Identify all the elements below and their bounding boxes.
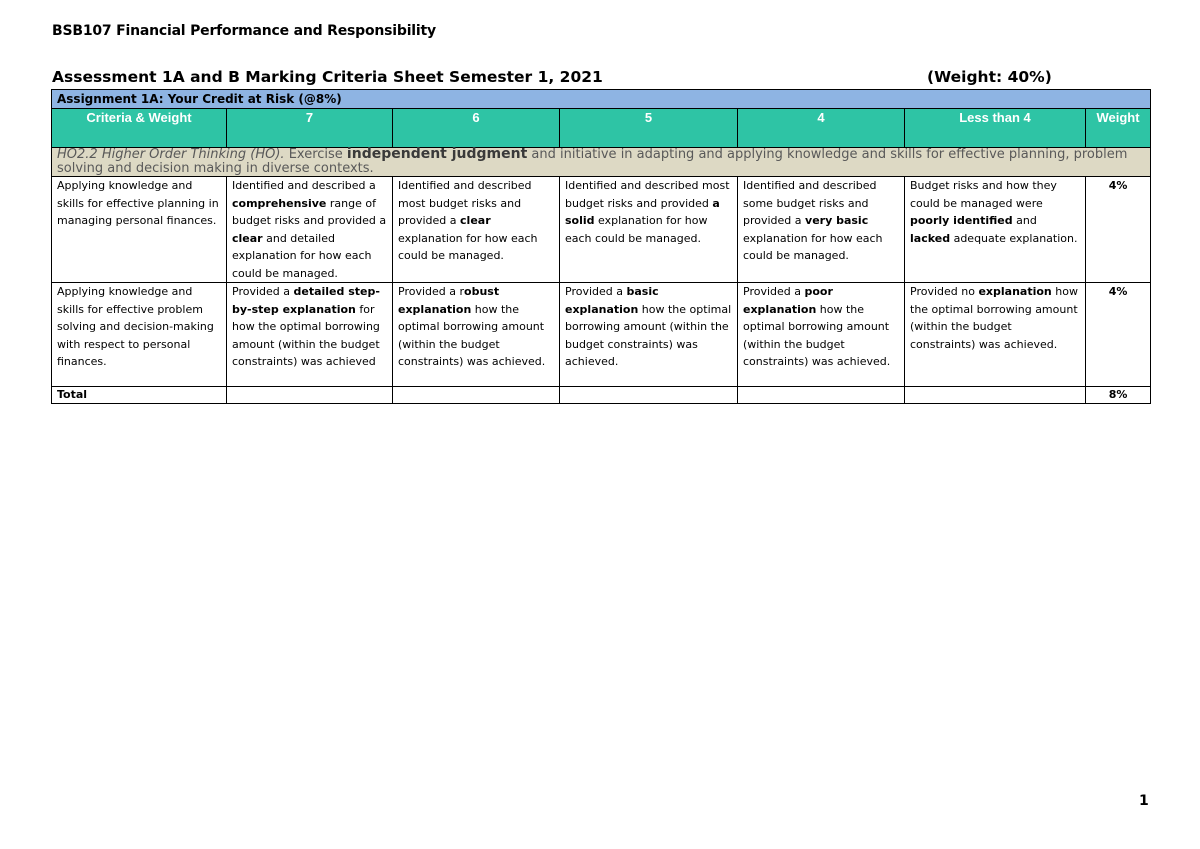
sheet-weight: (Weight: 40%) [927,68,1052,86]
assignment-label: Assignment 1A: Your Credit at Risk (@8%) [52,90,1151,109]
learning-outcome-text: HO2.2 Higher Order Thinking (HO). Exercise independent judgment and initiative in adapting and applying knowledge and skills for effective planning, problem solving and decision making in diverse contexts. [52,148,1151,177]
grade-7-cell: Provided a detailed step-by-step explanation for how the optimal borrowing amount (within the budget constraints) was achieved [227,283,393,387]
criteria-row-problem-solving [52,283,1151,387]
criteria-cell: Applying knowledge and skills for effective problem solving and decision-making with respect to personal finances. [52,283,227,387]
weight-cell: 4% [1086,283,1151,387]
header-less-than-4: Less than 4 [905,109,1086,148]
page-number: 1 [1139,793,1149,809]
header-grade-5: 5 [560,109,738,148]
header-criteria: Criteria & Weight [52,109,227,148]
total-label: Total [52,387,227,404]
total-row [52,387,1151,404]
grade-5-cell: Identified and described most budget risks and provided a solid explanation for how each could be managed. [560,177,738,283]
sheet-title-row [52,68,1150,90]
sheet-title: Assessment 1A and B Marking Criteria Sheet Semester 1, 2021 [52,68,603,86]
criteria-row-planning [52,177,1151,283]
header-grade-4: 4 [738,109,905,148]
header-grade-7: 7 [227,109,393,148]
grade-5-cell: Provided a basic explanation how the optimal borrowing amount (within the budget constraints) was achieved. [560,283,738,387]
grade-7-cell: Identified and described a comprehensive range of budget risks and provided a clear and detailed explanation for how each could be managed. [227,177,393,283]
grade-less-than-4-cell: Budget risks and how they could be managed were poorly identified and lacked adequate explanation. [905,177,1086,283]
assignment-row [52,90,1151,109]
learning-outcome-row [52,148,1151,177]
header-row [52,109,1151,148]
weight-cell: 4% [1086,177,1151,283]
grade-4-cell: Identified and described some budget risks and provided a very basic explanation for how each could be managed. [738,177,905,283]
header-grade-6: 6 [393,109,560,148]
grade-less-than-4-cell: Provided no explanation how the optimal borrowing amount (within the budget constraints) was achieved. [905,283,1086,387]
total-weight: 8% [1086,387,1151,404]
course-title: BSB107 Financial Performance and Responsibility [52,23,436,39]
outcome-code: HO2.2 Higher Order Thinking (HO). [57,147,285,162]
marking-criteria-table [51,89,1151,404]
criteria-cell: Applying knowledge and skills for effective planning in managing personal finances. [52,177,227,283]
grade-6-cell: Provided a robust explanation how the optimal borrowing amount (within the budget constraints) was achieved. [393,283,560,387]
header-weight: Weight [1086,109,1151,148]
grade-4-cell: Provided a poor explanation how the optimal borrowing amount (within the budget constraints) was achieved. [738,283,905,387]
grade-6-cell: Identified and described most budget risks and provided a clear explanation for how each could be managed. [393,177,560,283]
